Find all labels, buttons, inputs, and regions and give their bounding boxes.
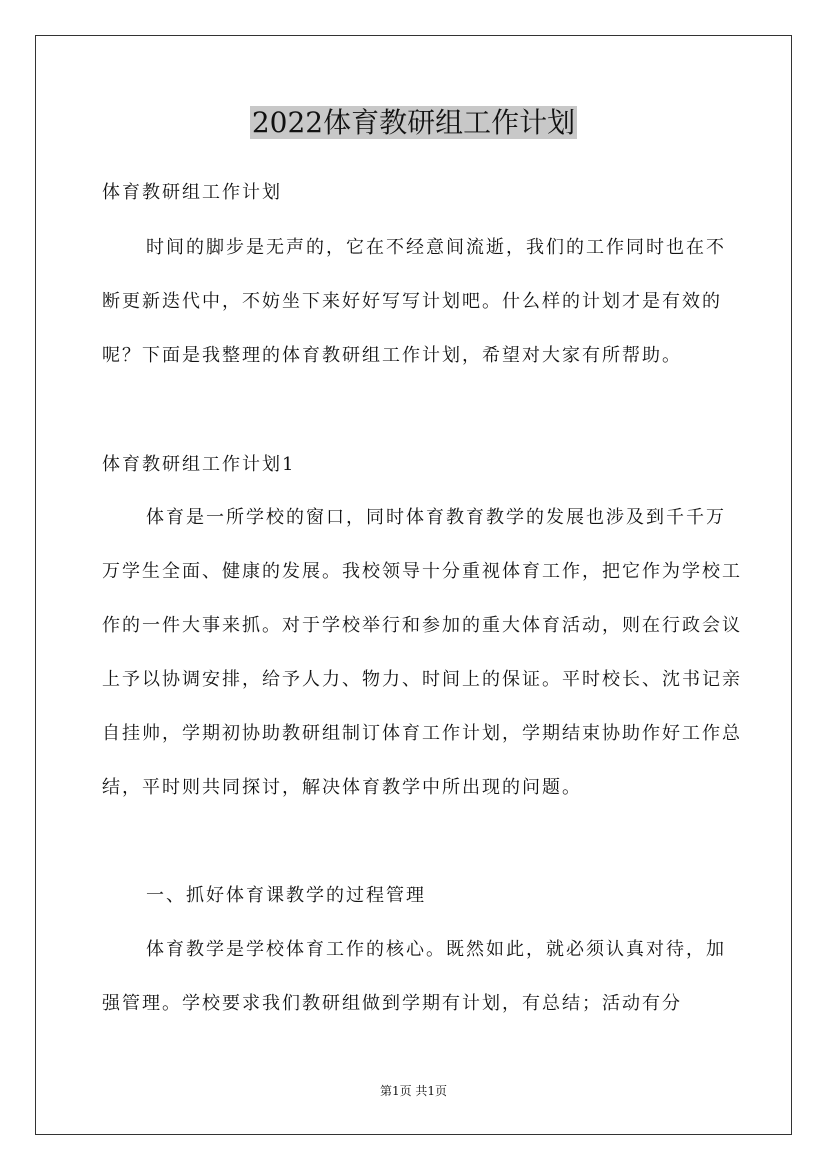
page-footer: 第1页 共1页 xyxy=(379,1084,448,1098)
body-paragraph-1: 体育是一所学校的窗口，同时体育教育教学的发展也涉及到千千万万学生全面、健康的发展。我校领导十分重视体育工作，把它作为学校工作的一件大事来抓。对于学校举行和参加的重大体育活动，则在行政会议上予以协调安排，给予人力、物力、时间上的保证。平时校长、沈书记亲自挂帅，学期初协助教研组制订体育工作计划，学期结束协助作好工作总结，平时则共同探讨，解决体育教学中所出现的问题。 xyxy=(102,507,742,798)
sub-heading: 一、抓好体育课教学的过程管理 xyxy=(146,885,426,906)
section-heading: 体育教研组工作计划1 xyxy=(102,454,296,475)
intro-paragraph: 时间的脚步是无声的，它在不经意间流逝，我们的工作同时也在不断更新迭代中，不妨坐下来好好写写计划吧。什么样的计划才是有效的呢？下面是我整理的体育教研组工作计划，希望对大家有所帮助。 xyxy=(102,237,726,366)
document-title xyxy=(0,101,827,145)
document-subtitle: 体育教研组工作计划 xyxy=(102,182,282,203)
body-paragraph-2: 体育教学是学校体育工作的核心。既然如此，就必须认真对待，加强管理。学校要求我们教研组做到学期有计划，有总结；活动有分 xyxy=(102,939,726,1014)
document-title-text: 2022体育教研组工作计划 xyxy=(251,106,576,139)
